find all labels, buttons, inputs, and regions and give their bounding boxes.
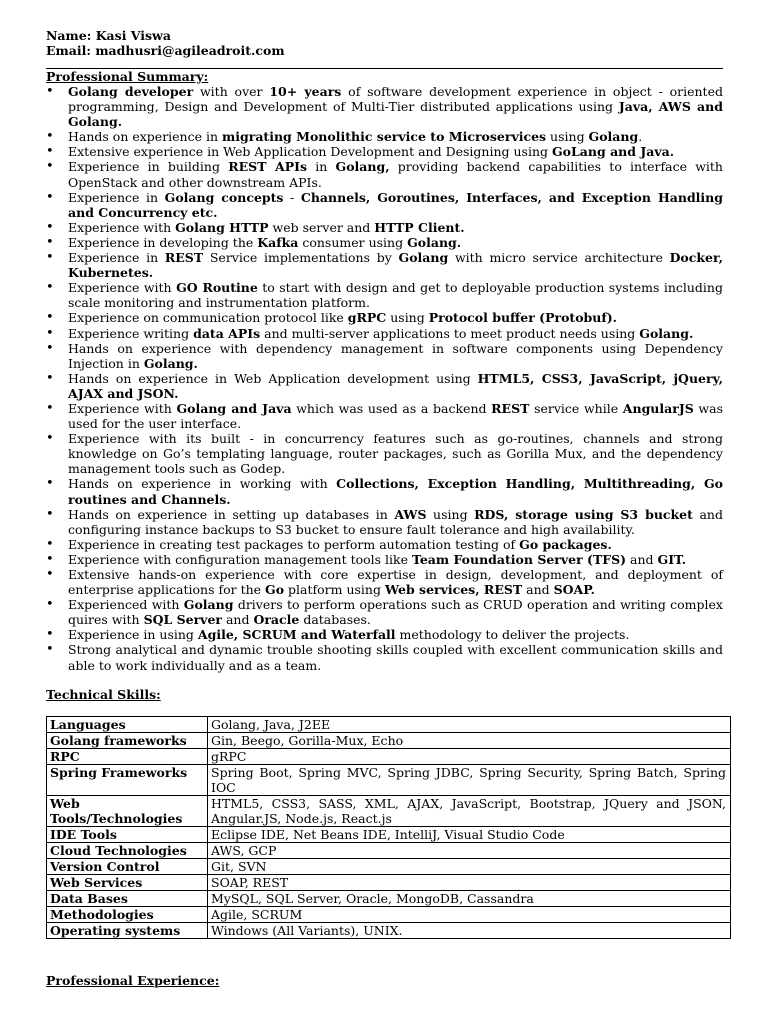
summary-item-text: methodology to deliver the projects. [395,627,630,643]
summary-item-bold-text: Collections, Exception Handling, Multithreading, Go routines and Channels. [68,476,724,507]
summary-item-bold-text: SOAP. [553,582,595,598]
skills-row [47,716,731,732]
summary-item-text: providing backend capabilities to interface with OpenStack and other downstream APIs. [68,159,723,190]
summary-item-bold-text: Kafka [257,234,299,250]
summary-heading: Professional Summary: [46,69,209,84]
summary-item-text: web server and [268,219,375,235]
summary-item-text: drivers to perform operations such as CRUD operation and writing complex quires with [68,597,723,628]
summary-item [46,235,723,250]
summary-item-bold-text: Golang. [639,325,694,341]
skill-category: Spring Frameworks [47,764,208,795]
summary-item [46,326,723,341]
summary-item-bold-text: gRPC [347,310,387,326]
skill-category: Methodologies [47,906,208,922]
summary-item-text: Experience in developing the [68,234,258,250]
skill-category: Data Bases [47,890,208,906]
skill-category: Cloud Technologies [47,842,208,858]
summary-item-bold-text: RDS, storage using S3 bucket [474,506,693,522]
skill-category: RPC [47,748,208,764]
summary-item-bold-text: Go packages. [519,536,612,552]
email-label: Email: [46,43,91,58]
summary-item-bold-text: Go [265,582,285,598]
summary-item-bold-text: Golang, [335,159,390,175]
summary-item-text: and multi-server applications to meet product needs using [260,325,640,341]
summary-item-bold-text: AngularJS [622,400,694,416]
summary-item-text: Experience in [68,250,165,266]
skills-row [47,748,731,764]
summary-item-text: Experience with [68,219,176,235]
summary-item-bold-text: Docker, Kubernetes. [68,250,723,281]
summary-item-text: Experience in creating test packages to perform automation testing of [68,536,520,552]
summary-item-bold-text: GIT. [657,551,687,567]
skills-row [47,874,731,890]
summary-item [46,341,723,371]
summary-item-text: Experience with its built - in concurrency features such as go-routines, channels and strong knowledge on Go’s templating language, router packages, such as Gorilla Mux, and the dependency management tools such as Godep. [68,431,723,477]
summary-item [46,597,723,627]
summary-item-text: with micro service architecture [448,250,670,266]
skill-values: gRPC [208,748,731,764]
summary-item-text: Experience with [68,280,177,296]
name-line [46,28,723,43]
summary-item [46,280,723,310]
summary-item-bold-text: Web services, REST [384,582,523,598]
summary-item-bold-text: REST [164,250,204,266]
skills-heading: Technical Skills: [46,686,161,702]
skills-table [46,716,731,939]
skill-values: Eclipse IDE, Net Beans IDE, IntelliJ, Visual Studio Code [208,826,731,842]
summary-item-bold-text: Golang HTTP [175,219,269,235]
summary-item-text: Experience in [68,189,165,205]
summary-item-text: databases. [299,612,371,628]
summary-item-text: Strong analytical and dynamic trouble shooting skills coupled with excellent communication skills and able to work individually and as a team. [68,642,723,673]
summary-item [46,371,723,401]
experience-heading: Professional Experience: [46,972,220,988]
summary-item-text: and [522,582,554,598]
summary-item [46,310,723,325]
summary-item-text: and [626,551,658,567]
summary-item-bold-text: Golang and Java [176,400,292,416]
summary-item-text: and [222,612,254,628]
summary-item-text: of software development experience in object - oriented programming, Design and Development of Multi-Tier distributed applications using [68,84,723,115]
summary-item-text: Experience with [68,400,177,416]
summary-item-bold-text: Team Foundation Server (TFS) [411,551,627,567]
summary-item-bold-text: REST [491,400,530,416]
skill-values: Golang, Java, J2EE [208,716,731,732]
skill-category: Golang frameworks [47,732,208,748]
summary-item [46,401,723,431]
summary-item-text: - [283,189,301,205]
summary-item [46,507,723,537]
summary-item [46,129,723,144]
summary-item-text: . [638,129,643,145]
skill-category: Operating systems [47,922,208,938]
summary-item-bold-text: Golang [588,129,639,145]
skill-values: MySQL, SQL Server, Oracle, MongoDB, Cassandra [208,890,731,906]
summary-item-text: Service implementations by [203,250,399,266]
summary-item-text: Hands on experience in Web Application development using [68,370,478,386]
skill-category: Languages [47,716,208,732]
summary-item [46,84,723,129]
summary-item-text: using [386,310,429,326]
summary-item [46,431,723,476]
summary-item [46,190,723,220]
summary-item-bold-text: Agile, SCRUM and Waterfall [197,627,396,643]
summary-item-bold-text: AWS [394,506,427,522]
summary-item-text: Experience in using [68,627,198,643]
summary-item-text: which was used as a backend [291,400,492,416]
summary-item [46,642,723,672]
summary-item-text: Experience writing [68,325,194,341]
summary-item-bold-text: Golang concepts [164,189,284,205]
summary-item-bold-text: Oracle [253,612,300,628]
skill-values: Windows (All Variants), UNIX. [208,922,731,938]
summary-item-text: Extensive experience in Web Application Development and Designing using [68,144,552,160]
summary-item-bold-text: Protocol buffer (Protobuf). [428,310,617,326]
summary-list [46,84,723,673]
summary-item-bold-text: REST APIs [228,159,308,175]
skills-row [47,732,731,748]
skills-row [47,890,731,906]
summary-item-bold-text: Golang developer [68,84,194,99]
skill-values: Gin, Beego, Gorilla-Mux, Echo [208,732,731,748]
skill-category: Version Control [47,858,208,874]
summary-item-bold-text: Golang. [143,355,198,371]
skill-values: SOAP, REST [208,874,731,890]
summary-item [46,567,723,597]
summary-item [46,144,723,159]
summary-item-text: Hands on experience with dependency management in software components using Dependency Injection in [68,340,723,371]
name-label: Name: [46,28,92,43]
summary-item-text: Experienced with [68,597,184,613]
candidate-name: Kasi Viswa [95,28,171,43]
skills-row [47,826,731,842]
email-line [46,43,723,58]
summary-item-text: using [546,129,589,145]
skill-category: Web Tools/Technologies [47,795,208,826]
summary-item [46,552,723,567]
skill-values: Agile, SCRUM [208,906,731,922]
candidate-email: madhusri@agileadroit.com [95,43,285,58]
summary-item-bold-text: 10+ years [269,84,342,99]
summary-item-bold-text: data APIs [193,325,261,341]
skill-values: AWS, GCP [208,842,731,858]
summary-item-text: Hands on experience in working with [68,476,337,492]
summary-item-text: Hands on experience in [68,129,223,145]
summary-item-text: was used for the user interface. [68,400,724,432]
skill-values: HTML5, CSS3, SASS, XML, AJAX, JavaScript, Bootstrap, JQuery and JSON, Angular.JS, Node.js, React.js [208,795,731,826]
summary-item-text: using [426,506,475,522]
skills-row [47,906,731,922]
summary-item-text: Experience with configuration management tools like [68,551,412,567]
resume-page [46,28,726,988]
summary-item-bold-text: Channels, Goroutines, Interfaces, and Exception Handling and Concurrency etc. [68,189,724,220]
summary-item-text: Experience in building [68,159,229,175]
summary-item-bold-text: Golang [398,250,449,266]
summary-item-bold-text: GO Routine [176,280,258,296]
skill-values: Git, SVN [208,858,731,874]
skills-row [47,858,731,874]
skills-row [47,842,731,858]
summary-item-text: service while [529,400,623,416]
skills-row [47,922,731,938]
summary-item-text: to start with design and get to deployable production systems including scale monitoring and instrumentation platform. [68,280,723,311]
summary-item-bold-text: Golang [183,597,234,613]
summary-item [46,220,723,235]
summary-item-text: platform using [284,582,385,598]
summary-item-text: in [307,159,336,175]
skill-category: IDE Tools [47,826,208,842]
summary-item-text: consumer using [298,234,408,250]
summary-item-text: and configuring instance backups to S3 bucket to ensure fault tolerance and high availability. [68,506,723,537]
summary-item-bold-text: GoLang and Java. [551,144,675,160]
summary-item [46,627,723,642]
summary-item [46,476,723,506]
summary-item-bold-text: Java, AWS and Golang. [68,99,723,130]
summary-item [46,537,723,552]
skill-values: Spring Boot, Spring MVC, Spring JDBC, Spring Security, Spring Batch, Spring IOC [208,764,731,795]
skill-category: Web Services [47,874,208,890]
skills-row [47,795,731,826]
summary-item-bold-text: Golang. [407,234,462,250]
summary-item [46,250,723,280]
summary-item-bold-text: migrating Monolithic service to Microservices [222,129,547,145]
summary-item-text: Experience on communication protocol like [68,310,348,326]
summary-item-text: Hands on experience in setting up databases in [68,506,395,522]
summary-item-bold-text: SQL Server [143,612,222,628]
summary-item-text: Extensive hands-on experience with core expertise in design, development, and deployment of enterprise applications for the [68,567,723,598]
skills-row [47,764,731,795]
summary-item-text: with over [193,84,270,99]
summary-item [46,159,723,189]
summary-item-bold-text: HTML5, CSS3, JavaScript, jQuery, AJAX and JSON. [68,370,723,401]
summary-item-bold-text: HTTP Client. [374,219,465,235]
